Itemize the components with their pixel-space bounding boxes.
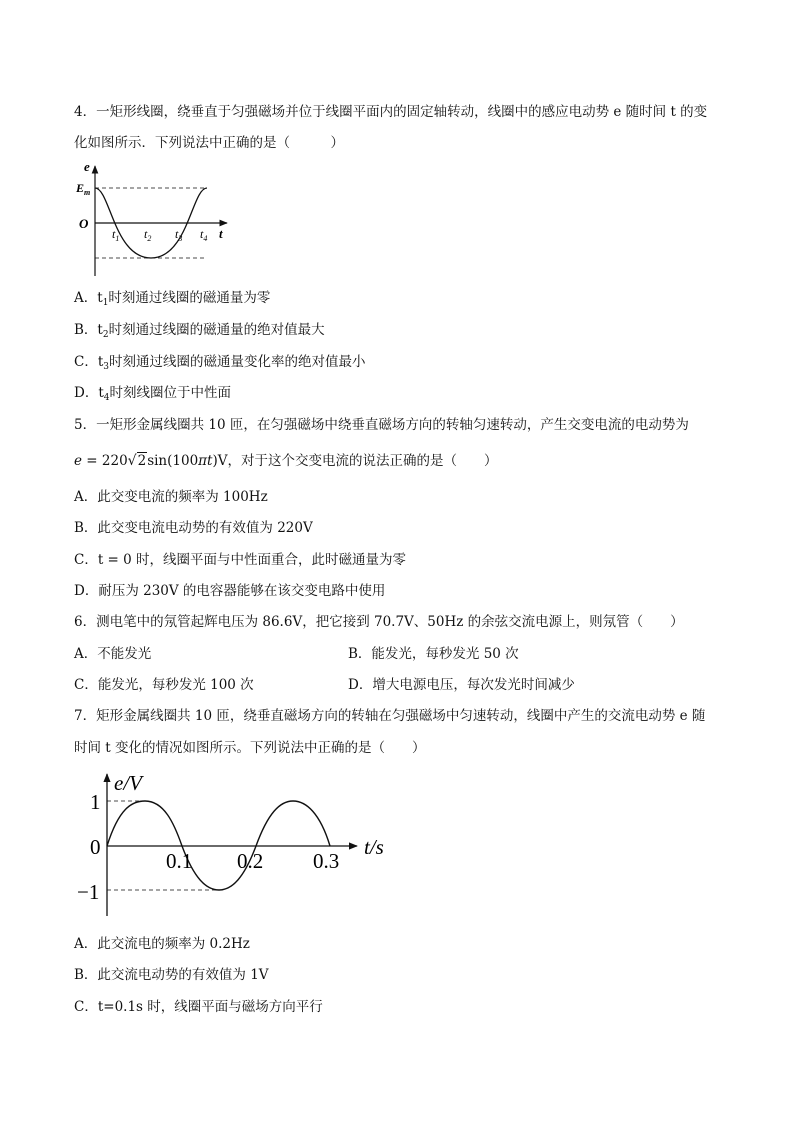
q5-formula-sqrt: √2 xyxy=(127,453,147,469)
q5-option-b: B．此交变电流电动势的有效值为 220V xyxy=(74,520,313,536)
q4-tick-t3: $t_3$ xyxy=(175,227,183,243)
q4-tick-t2: $t_2$ xyxy=(144,227,152,243)
q5-formula-e: e xyxy=(74,453,82,469)
q7-x-tick-0-2: 0.2 xyxy=(237,849,264,873)
q5-option-d: D．耐压为 230V 的电容器能够在该交变电路中使用 xyxy=(74,583,386,599)
q4-amplitude-label: $E_m$ xyxy=(76,181,91,197)
q4-option-b: B．$t_2$时刻通过线圈的磁通量的绝对值最大 xyxy=(74,322,325,340)
q6-option-c: C．能发光，每秒发光 100 次 xyxy=(74,677,254,693)
q4-stem-line2: 化如图所示．下列说法中正确的是（ ） xyxy=(74,135,344,151)
q4-y-axis-label: e xyxy=(84,159,90,174)
q6-option-b: B．能发光，每秒发光 50 次 xyxy=(348,646,519,662)
q7-y-tick-neg1: −1 xyxy=(77,880,100,904)
q4-origin-label: O xyxy=(79,216,89,231)
q7-x-tick-0-3: 0.3 xyxy=(313,849,340,873)
q4-x-axis-label: t xyxy=(219,226,223,241)
q7-stem-line2: 时间 t 变化的情况如图所示。下列说法中正确的是（ ） xyxy=(74,740,426,756)
q7-option-a: A．此交流电的频率为 0.2Hz xyxy=(74,936,250,952)
q5-stem-line1: 5．一矩形金属线圈共 10 匝，在匀强磁场中绕垂直磁场方向的转轴匀速转动，产生交变电流的电动势为 xyxy=(74,417,689,433)
q7-origin-label: 0 xyxy=(90,835,101,859)
q4-option-a: A．$t_1$时刻通过线圈的磁通量为零 xyxy=(74,290,271,308)
q4-stem-line1: 4．一矩形线圈，绕垂直于匀强磁场并位于线圈平面内的固定轴转动，线圈中的感应电动势 e 随时间 t 的变 xyxy=(74,104,708,120)
q7-option-c: C．t=0.1s 时，线圈平面与磁场方向平行 xyxy=(74,999,323,1015)
q7-x-axis-label: t/s xyxy=(364,835,384,859)
q7-x-tick-0-1: 0.1 xyxy=(166,849,193,873)
q6-stem: 6．测电笔中的氖管起辉电压为 86.6V，把它接到 70.7V、50Hz 的余弦交流电源上，则氖管（ ） xyxy=(74,614,684,630)
q5-option-c: C．t = 0 时，线圈平面与中性面重合，此时磁通量为零 xyxy=(74,552,407,568)
q4-option-d: D．$t_4$时刻线圈位于中性面 xyxy=(74,385,231,403)
q7-y-tick-1: 1 xyxy=(90,790,101,814)
q5-stem-line2: e = 220√2sin(100πt)V，对于这个交变电流的说法正确的是（ ） xyxy=(74,453,498,469)
q4-tick-t4: $t_4$ xyxy=(200,227,208,243)
q7-y-axis-label: e/V xyxy=(114,771,142,795)
q4-option-c: C．$t_3$时刻通过线圈的磁通量变化率的绝对值最小 xyxy=(74,354,366,372)
q7-stem-line1: 7．矩形金属线圈共 10 匝，绕垂直磁场方向的转轴在匀强磁场中匀速转动，线圈中产生的交流电动势 e 随 xyxy=(74,708,706,724)
q7-option-b: B．此交流电动势的有效值为 1V xyxy=(74,967,269,983)
q7-graph xyxy=(74,768,404,920)
q6-option-a: A．不能发光 xyxy=(74,646,152,662)
q5-option-a: A．此交变电流的频率为 100Hz xyxy=(74,489,268,505)
q4-graph xyxy=(74,158,234,282)
q4-tick-t1: $t_1$ xyxy=(112,227,120,243)
q6-option-d: D．增大电源电压，每次发光时间减少 xyxy=(348,677,575,693)
